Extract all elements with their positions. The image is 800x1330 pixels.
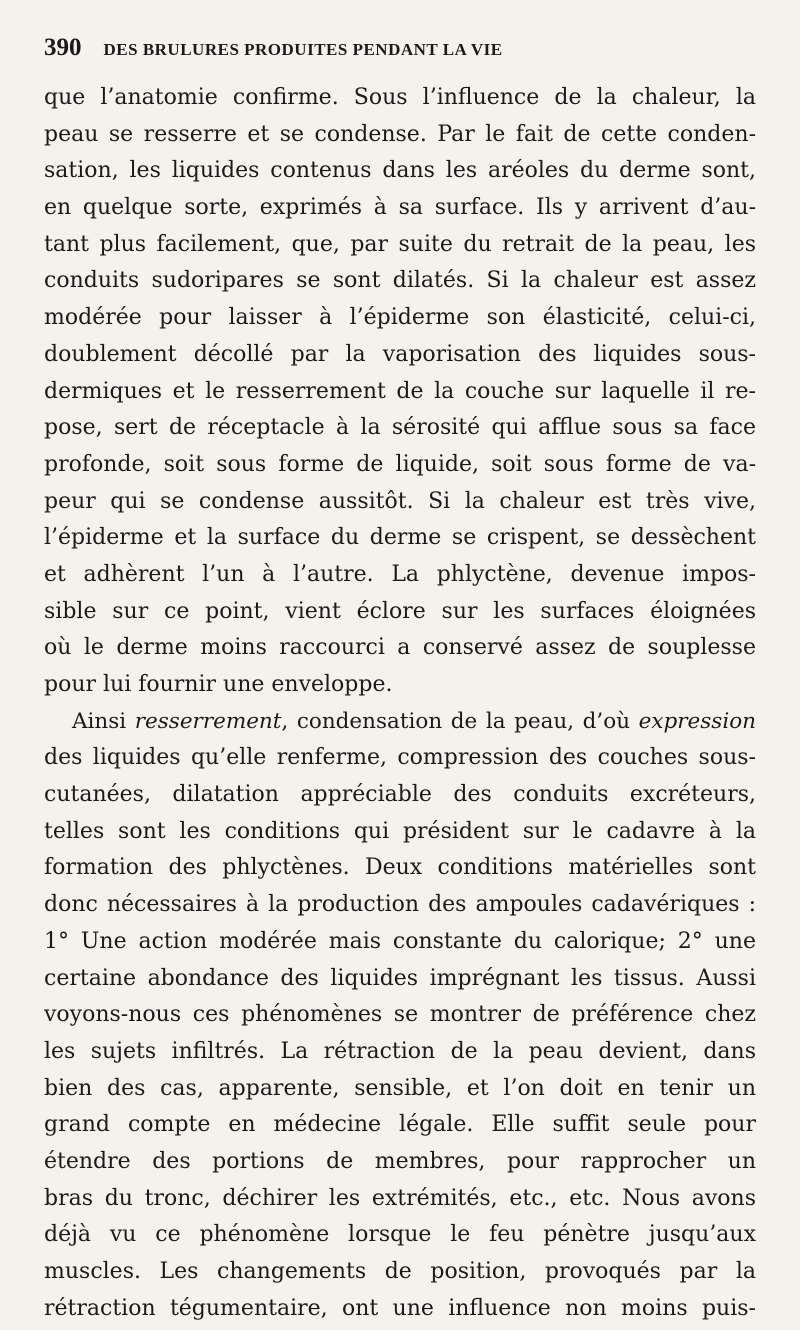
text-line: telles sont les conditions qui président sur le cadavre à la	[44, 818, 756, 844]
paragraph-first-line	[44, 704, 756, 741]
text-line: profonde, soit sous forme de liquide, soit sous forme de va-	[44, 451, 756, 477]
text-line: étendre des portions de membres, pour rapprocher un	[44, 1148, 756, 1174]
text-line: conduits sudoripares se sont dilatés. Si la chaleur est assez	[44, 268, 756, 294]
text-line: où le derme moins raccourci a conservé assez de souplesse	[44, 635, 756, 661]
text-line: 1° Une action modérée mais constante du calorique; 2° une	[44, 928, 756, 954]
text-line: grand compte en médecine légale. Elle suffit seule pour	[44, 1112, 756, 1138]
text-line: peur qui se condense aussitôt. Si la chaleur est très vive,	[44, 488, 756, 514]
text-line: pour lui fournir une enveloppe.	[44, 672, 393, 697]
text-line: modérée pour laisser à l’épiderme son élasticité, celui-ci,	[44, 305, 756, 331]
text-line: certaine abondance des liquides imprégnant les tissus. Aussi	[44, 965, 756, 991]
text-line: rétraction tégumentaire, ont une influence non moins puis-	[44, 1295, 756, 1321]
text-line: muscles. Les changements de position, provoqués par la	[44, 1259, 756, 1284]
text-line: déjà vu ce phénomène lorsque le feu pénètre jusqu’aux	[44, 1222, 756, 1248]
text-line: que l’anatomie confirme. Sous l’influence de la chaleur, la	[44, 85, 756, 110]
text-line: pose, sert de réceptacle à la sérosité qui afflue sous sa face	[44, 415, 756, 441]
text-run: Ainsi	[72, 708, 135, 734]
text-line: sation, les liquides contenus dans les aréoles du derme sont,	[44, 158, 756, 184]
text-line: l’épiderme et la surface du derme se crispent, se dessèchent	[44, 525, 756, 551]
text-line: bien des cas, apparente, sensible, et l’on doit en tenir un	[44, 1075, 756, 1101]
text-line: cutanées, dilatation appréciable des conduits excréteurs,	[44, 782, 756, 808]
text-line: des liquides qu’elle renferme, compression des couches sous-	[44, 745, 756, 771]
running-head	[44, 34, 756, 74]
text-line: voyons-nous ces phénomènes se montrer de préférence chez	[44, 1002, 756, 1028]
text-line: doublement décollé par la vaporisation des liquides sous-	[44, 341, 756, 367]
text-line: tant plus facilement, que, par suite du retrait de la peau, les	[44, 231, 756, 257]
italic-term: resserrement	[134, 708, 282, 734]
text-line: dermiques et le resserrement de la couche sur laquelle il re-	[44, 378, 756, 404]
running-head-title: DES BRULURES PRODUITES PENDANT LA VIE	[103, 40, 503, 59]
text-run: , condensation de la peau, d’où	[281, 708, 639, 734]
text-line: formation des phlyctènes. Deux conditions matérielles sont	[44, 855, 756, 881]
text-line: et adhèrent l’un à l’autre. La phlyctène, devenue impos-	[44, 561, 756, 587]
text-line: bras du tronc, déchirer les extrémités, etc., etc. Nous avons	[44, 1185, 756, 1211]
body-text	[44, 80, 756, 1327]
text-line: les sujets infiltrés. La rétraction de la peau devient, dans	[44, 1038, 756, 1064]
text-line: sible sur ce point, vient éclore sur les surfaces éloignées	[44, 598, 756, 624]
text-line: donc nécessaires à la production des ampoules cadavériques :	[44, 892, 756, 918]
text-line: en quelque sorte, exprimés à sa surface. Ils y arrivent d’au-	[44, 195, 756, 221]
text-line: peau se resserre et se condense. Par le fait de cette conden-	[44, 121, 756, 147]
page-number: 390	[44, 34, 82, 61]
italic-term: expression	[638, 708, 756, 734]
